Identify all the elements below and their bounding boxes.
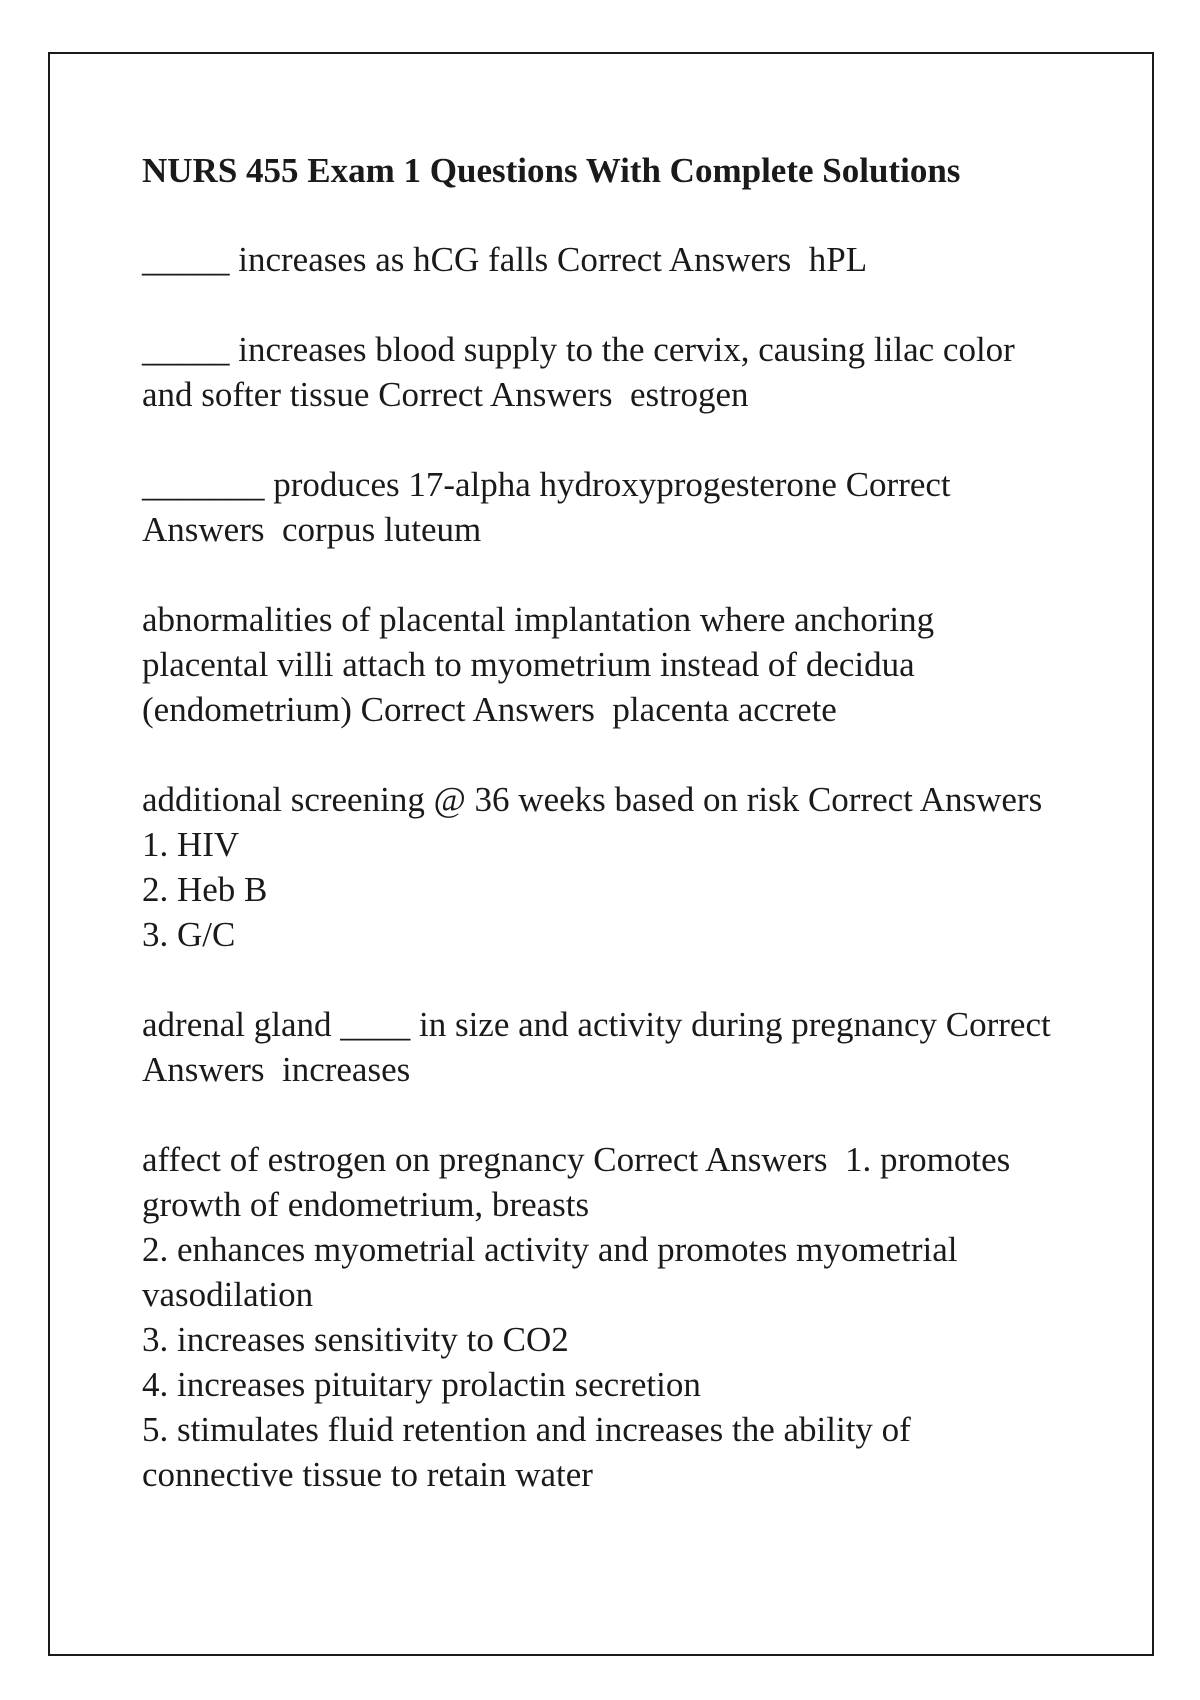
text-line: 3. increases sensitivity to CO2 [142,1320,569,1359]
text-line: Answers increases [142,1050,411,1089]
text-line: _____ increases blood supply to the cervix, causing lilac color [142,330,1015,369]
text-line: growth of endometrium, breasts [142,1185,590,1224]
qa-entry [142,327,1102,417]
text-line: 1. HIV [142,825,240,864]
text-line: additional screening @ 36 weeks based on risk Correct Answers [142,780,1043,819]
text-line: affect of estrogen on pregnancy Correct Answers 1. promotes [142,1140,1011,1179]
qa-entry [142,777,1102,957]
text-line: and softer tissue Correct Answers estrogen [142,375,749,414]
qa-entry [142,1137,1102,1497]
text-line: _____ increases as hCG falls Correct Answers hPL [142,240,868,279]
text-line: 3. G/C [142,915,236,954]
text-line: adrenal gland ____ in size and activity during pregnancy Correct [142,1005,1051,1044]
text-line: placental villi attach to myometrium instead of decidua [142,645,915,684]
qa-entry [142,462,1102,552]
text-line: _______ produces 17-alpha hydroxyprogesterone Correct [142,465,951,504]
text-line: 5. stimulates fluid retention and increases the ability of [142,1410,911,1449]
text-line: Answers corpus luteum [142,510,482,549]
text-line: connective tissue to retain water [142,1455,593,1494]
text-line: 4. increases pituitary prolactin secretion [142,1365,701,1404]
document-title: NURS 455 Exam 1 Questions With Complete Solutions [142,151,961,190]
text-line: (endometrium) Correct Answers placenta accrete [142,690,837,729]
text-line: 2. enhances myometrial activity and promotes myometrial [142,1230,958,1269]
text-line: vasodilation [142,1275,314,1314]
qa-entry [142,597,1102,732]
qa-entry [142,237,1102,282]
text-line: 2. Heb B [142,870,268,909]
text-line: abnormalities of placental implantation where anchoring [142,600,935,639]
qa-entry [142,1002,1102,1092]
document-body [142,148,1102,1542]
